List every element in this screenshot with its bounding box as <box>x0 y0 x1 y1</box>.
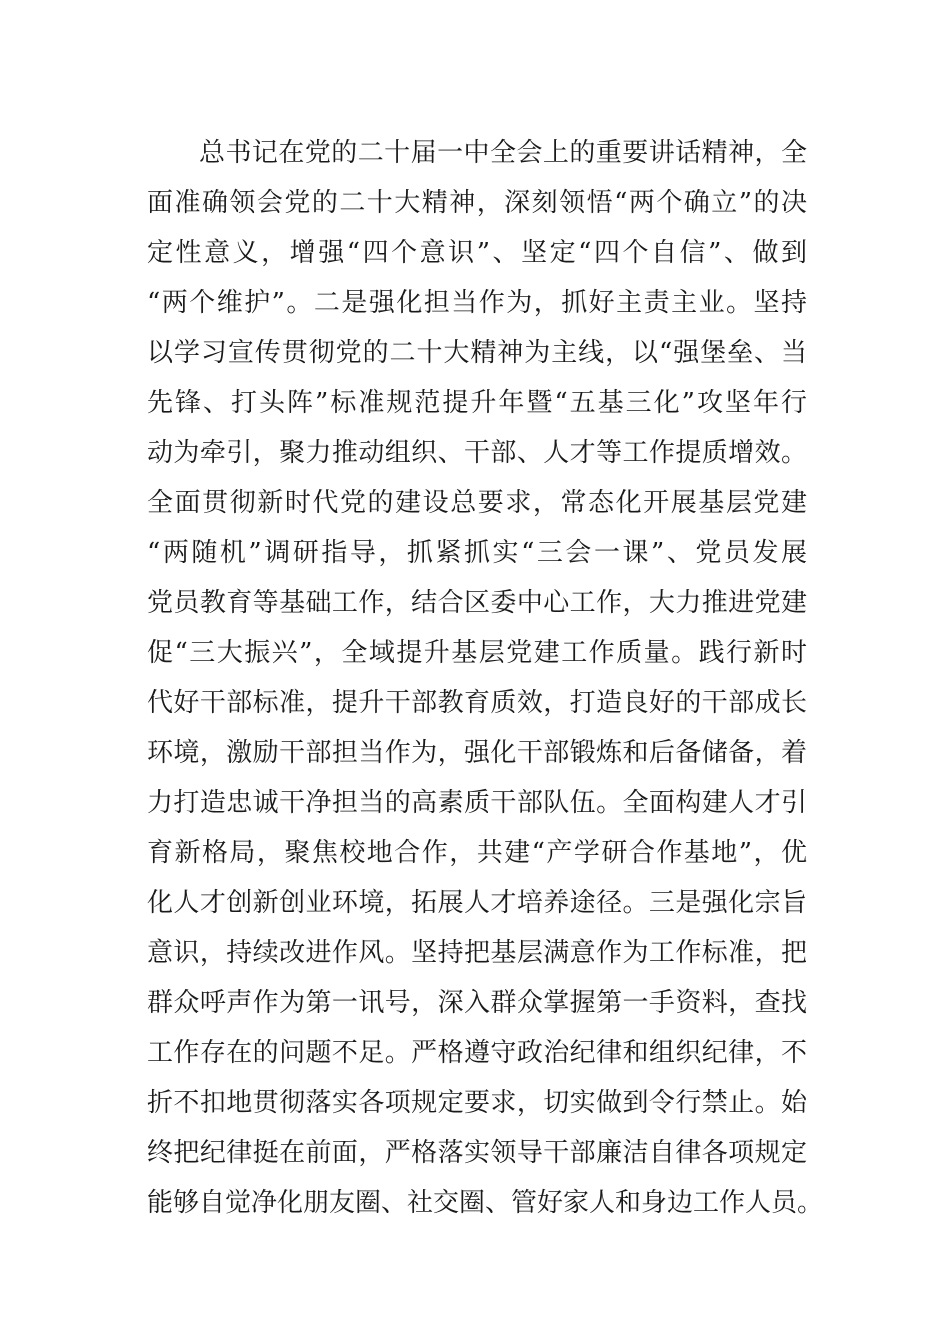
text-line: 工作存在的问题不足。严格遵守政治纪律和组织纪律，不 <box>147 1038 807 1068</box>
text-line: 先锋、打头阵”标准规范提升年暨“五基三化”攻坚年行 <box>147 388 807 418</box>
text-line: 意识，持续改进作风。坚持把基层满意作为工作标准，把 <box>147 938 807 968</box>
text-line: 力打造忠诚干净担当的高素质干部队伍。全面构建人才引 <box>147 788 807 818</box>
text-line: 代好干部标准，提升干部教育质效，打造良好的干部成长 <box>147 688 807 718</box>
text-line: 面准确领会党的二十大精神，深刻领悟“两个确立”的决 <box>147 188 807 218</box>
text-line: “两个维护”。二是强化担当作为，抓好主责主业。坚持 <box>147 288 807 318</box>
text-line: 定性意义，增强“四个意识”、坚定“四个自信”、做到 <box>147 238 807 268</box>
text-line: 终把纪律挺在前面，严格落实领导干部廉洁自律各项规定 <box>147 1138 807 1168</box>
text-line: 折不扣地贯彻落实各项规定要求，切实做到令行禁止。始 <box>147 1088 807 1118</box>
text-line: 群众呼声作为第一讯号，深入群众掌握第一手资料，查找 <box>147 988 807 1018</box>
text-line: 能够自觉净化朋友圈、社交圈、管好家人和身边工作人员。 <box>147 1188 824 1218</box>
text-line: “两随机”调研指导，抓紧抓实“三会一课”、党员发展 <box>147 538 807 568</box>
body-paragraph <box>147 128 824 1228</box>
text-line: 化人才创新创业环境，拓展人才培养途径。三是强化宗旨 <box>147 888 807 918</box>
text-line: 促“三大振兴”，全域提升基层党建工作质量。践行新时 <box>147 638 807 668</box>
text-line: 环境，激励干部担当作为，强化干部锻炼和后备储备，着 <box>147 738 807 768</box>
text-line: 动为牵引，聚力推动组织、干部、人才等工作提质增效。 <box>147 438 807 468</box>
text-line: 全面贯彻新时代党的建设总要求，常态化开展基层党建 <box>147 488 807 518</box>
text-line: 以学习宣传贯彻党的二十大精神为主线，以“强堡垒、当 <box>147 338 807 368</box>
text-line: 党员教育等基础工作，结合区委中心工作，大力推进党建 <box>147 588 807 618</box>
text-line: 育新格局，聚焦校地合作，共建“产学研合作基地”，优 <box>147 838 807 868</box>
text-line: 总书记在党的二十届一中全会上的重要讲话精神，全 <box>199 138 807 168</box>
